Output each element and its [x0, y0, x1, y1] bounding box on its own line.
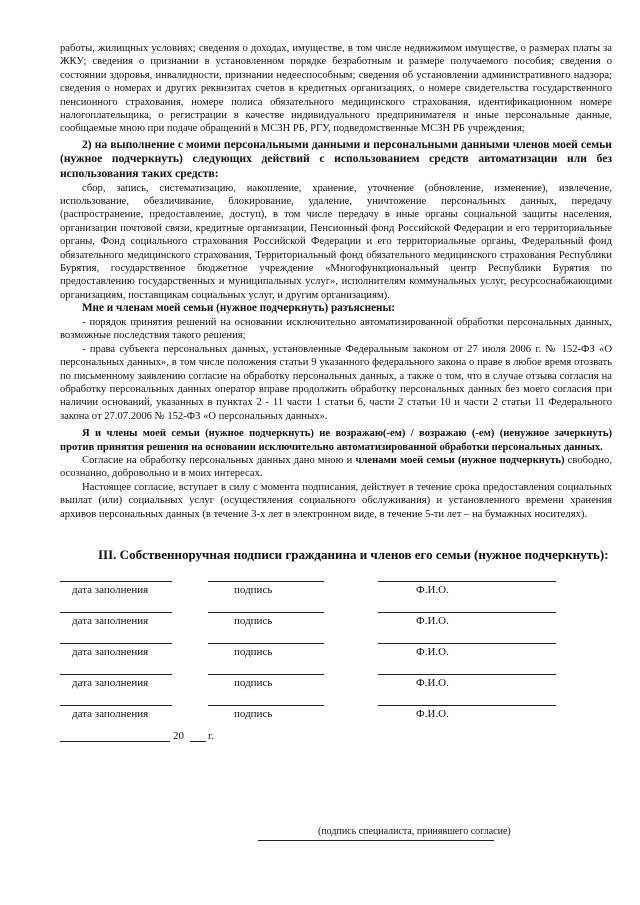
- paragraph-actions-list: сбор, запись, систематизацию, накопление, хранение, уточнение (обновление, изменение), извлечение, использование, обезличивание, блокирование, удаление, уничтожение персональных данных, передачу (распространение, предоставление, доступ), в том числе передачу в иные органы социальной защиты населения, организации почтовой связи, кредитные организации, Пенсионный фонд Российской Федерации и его территориальные органы, Фонд социального страхования Российской Федерации и его территориальные органы, Федеральный фонд обязательного медицинского страхования, Территориальный фонд обязательного медицинского страхования Республики Бурятия, государственное бюджетное учреждение «Многофункциональный центр Республики Бурятия по предоставлению государственных и муниципальных услуг», исполнителям коммунальных услуг, ресурсоснабжающими организациям, поставщикам социальных услуг, и другим организациям).: [60, 182, 612, 301]
- fio-label: Ф.И.О.: [416, 645, 449, 658]
- signature-line[interactable]: [208, 581, 324, 582]
- fio-label: Ф.И.О.: [416, 707, 449, 720]
- date-line[interactable]: [60, 612, 172, 613]
- consent-text-family: членами моей семьи (нужное подчеркнуть): [355, 454, 565, 466]
- specialist-date-row: [60, 730, 612, 746]
- consent-text-a: Согласие на обработку персональных данных дано мною и: [82, 454, 356, 466]
- consent-given-paragraph: [60, 454, 612, 481]
- fio-line[interactable]: [378, 674, 556, 675]
- fio-line[interactable]: [378, 705, 556, 706]
- date-line[interactable]: [60, 643, 172, 644]
- date-label: дата заполнения: [72, 614, 149, 627]
- fio-label: Ф.И.О.: [416, 614, 449, 627]
- date-label: дата заполнения: [72, 707, 149, 720]
- specialist-signature-line[interactable]: [258, 840, 494, 841]
- section-2-heading: 2) на выполнение с моими персональными данными и персональными данными членов моей семьи (нужное подчеркнуть) следующих действий с использованием средств автоматизации или без использования таких средств:: [60, 137, 612, 181]
- signature-rows: [60, 573, 612, 728]
- signature-row: [60, 573, 612, 604]
- signature-row: [60, 666, 612, 697]
- date-line[interactable]: [60, 674, 172, 675]
- document-page: [60, 42, 612, 746]
- signature-label: подпись: [234, 645, 273, 658]
- year-line[interactable]: [190, 741, 206, 742]
- signatures-title: III. Собственноручная подписи гражданина и членов его семьи (нужное подчеркнуть):: [98, 546, 609, 562]
- fio-label: Ф.И.О.: [416, 676, 449, 689]
- date-line[interactable]: [60, 705, 172, 706]
- signature-row: [60, 697, 612, 728]
- signature-line[interactable]: [208, 674, 324, 675]
- objection-statement: Я и члены моей семьи (нужное подчеркнуть) не возражаю(-ем) / возражаю (-ем) (ненужное зачеркнуть) против принятия решения на основании исключительно автоматизированной обработки персональных данных.: [60, 428, 612, 453]
- fio-line[interactable]: [378, 643, 556, 644]
- date-line[interactable]: [60, 581, 172, 582]
- signature-label: подпись: [234, 583, 273, 596]
- consent-text-c: свободно, осознанно, добровольно и в моих интересах.: [60, 454, 613, 480]
- signature-line[interactable]: [208, 643, 324, 644]
- specialist-caption: (подпись специалиста, принявшего согласие): [318, 826, 511, 837]
- date-label: дата заполнения: [72, 583, 149, 596]
- validity-paragraph: Настоящее согласие, вступает в силу с момента подписания, действует в течение срока предоставления социальных выплат (или) социальных услуг (осуществления социального обслуживания) и установленного времени хранения архивов персональных данных (в течение 3-х лет в электронном виде, в течение 5-ти лет – на бумажных носителях).: [60, 481, 612, 520]
- signature-line[interactable]: [208, 705, 324, 706]
- signature-label: подпись: [234, 676, 273, 689]
- signature-label: подпись: [234, 614, 273, 627]
- paragraph-subject-rights: - права субъекта персональных данных, установленные Федеральным законом от 27 июля 2006 г. № 152-ФЗ «О персональных данных», в том числе положения статьи 9 указанного федерального закона о праве в любое время отозвать по письменному заявлению согласие на обработку персональных данных, а также о том, что в случае отзыва согласия на обработку персональных данных оператор вправе продолжить обработку персональных данных без моего согласия при наличии оснований, указанных в пунктах 2 - 11 части 1 статьи 6, части 2 статьи 10 и части 2 статьи 11 Федерального закона от 27.07.2006 № 152-ФЗ «О персональных данных».: [60, 343, 612, 422]
- fio-line[interactable]: [378, 581, 556, 582]
- explained-heading: Мне и членам моей семьи (нужное подчеркнуть) разъяснены:: [82, 302, 395, 315]
- signature-row: [60, 635, 612, 666]
- date-label: дата заполнения: [72, 645, 149, 658]
- fio-line[interactable]: [378, 612, 556, 613]
- paragraph-decision-procedure: - порядок принятия решений на основании исключительно автоматизированной обработки персональных данных, возможные последствия такого решения;: [60, 316, 612, 342]
- fio-label: Ф.И.О.: [416, 583, 449, 596]
- signature-row: [60, 604, 612, 635]
- specialist-date-line[interactable]: [60, 741, 170, 742]
- signature-line[interactable]: [208, 612, 324, 613]
- year-suffix: г.: [208, 729, 215, 742]
- year-prefix: 20: [173, 729, 184, 742]
- paragraph-personal-data-list: работы, жилищных условиях; сведения о доходах, имуществе, в том числе недвижимом имуществе, о размерах платы за ЖКУ; сведения о признании в установленном порядке безработным и размере получаемого пособия; сведения о состоянии здоровья, инвалидности, признании недееспособным; сведения об установлении административного надзора; сведения о номерах и других реквизитах счетов в кредитных организациях, о номере свидетельства государственного пенсионного страхования, номере полиса обязательного медицинского страхования, идентификационном номере налогоплательщика, о регистрации в качестве индивидуального предпринимателя и иные персональные данные, сообщаемые мною при подаче обращений в МСЗН РБ, РГУ, подведомственные МСЗН РБ учреждения;: [60, 43, 612, 135]
- signature-label: подпись: [234, 707, 273, 720]
- date-label: дата заполнения: [72, 676, 149, 689]
